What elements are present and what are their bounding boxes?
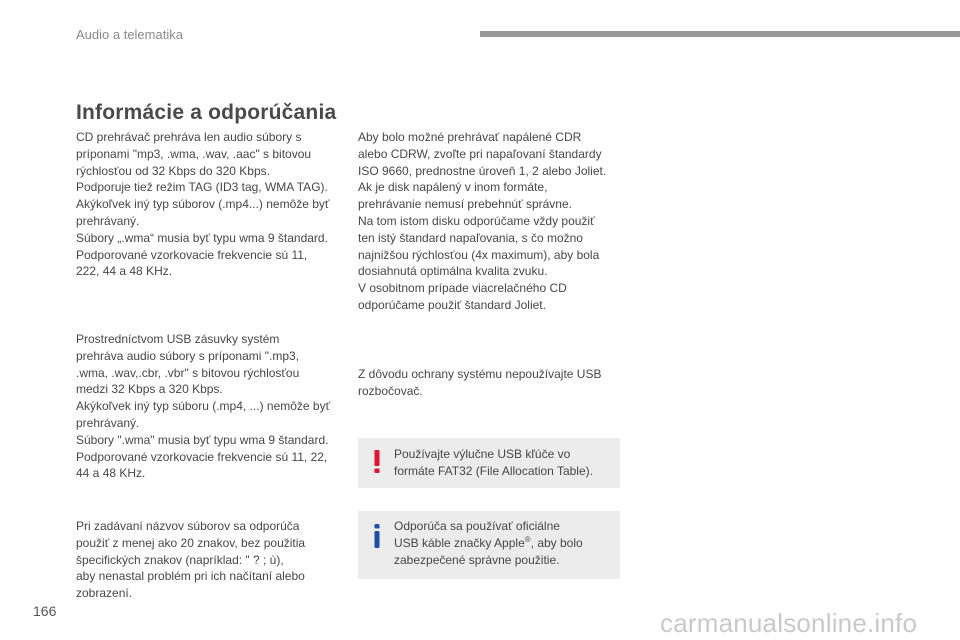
text-line: alebo CDRW, zvoľte pri napaľovaní štandardy	[358, 146, 602, 161]
text-line: zabezpečené správne použitie.	[394, 552, 560, 567]
text-line: odporúčame použiť štandard Joliet.	[358, 297, 546, 312]
warning-text	[394, 446, 593, 480]
text-line: najnižšou rýchlosťou (4x maximum), aby bola	[358, 247, 600, 262]
exclamation-icon	[370, 448, 384, 474]
info-text	[394, 518, 583, 568]
text-line: .wma, .wav,.cbr, .vbr" s bitovou rýchlosťou	[76, 365, 300, 380]
usb-hub-paragraph	[358, 366, 601, 400]
text-line: Prostredníctvom USB zásuvky systém	[76, 332, 280, 346]
cdr-paragraph	[358, 129, 606, 314]
text-line: použiť z menej ako 20 znakov, bez použitia	[76, 535, 306, 550]
filename-paragraph	[76, 518, 305, 602]
text-line: rozbočovač.	[358, 383, 423, 398]
info-callout	[358, 511, 620, 579]
text-fragment: , aby bolo	[530, 535, 583, 550]
text-line: ten istý štandard napaľovania, s čo možno	[358, 230, 583, 245]
text-line: prehráva audio súbory s príponami ".mp3,	[76, 348, 300, 363]
text-line: prehrávaný.	[76, 415, 140, 430]
text-line	[394, 535, 583, 552]
text-line: prehrávaný.	[76, 213, 140, 228]
text-line: Ak je disk napálený v inom formáte,	[358, 180, 548, 195]
text-line: Podporuje tiež režim TAG (ID3 tag, WMA TAG).	[76, 180, 328, 195]
text-line: Akýkoľvek iný typ súborov (.mp4...) nemôže byť	[76, 197, 330, 212]
watermark: carmanualsonline.info	[660, 608, 918, 638]
text-line: Súbory „.wma“ musia byť typu wma 9 štandard.	[76, 230, 328, 245]
text-line: ISO 9660, prednostne úroveň 1, 2 alebo Joliet.	[358, 163, 607, 178]
text-line: Na tom istom disku odporúčame vždy použiť	[358, 213, 595, 228]
usb-playback-paragraph	[76, 331, 330, 482]
section-title: Audio a telematika	[76, 27, 183, 42]
info-icon	[370, 523, 384, 549]
text-line: Odporúča sa používať oficiálne	[394, 519, 560, 533]
cd-player-paragraph	[76, 129, 329, 280]
text-line: príponami "mp3, .wma, .wav, .aac" s bitovou	[76, 146, 312, 161]
text-line: Súbory ".wma" musia byť typu wma 9 štandard.	[76, 432, 329, 447]
warning-callout	[358, 438, 620, 488]
page-title: Informácie a odporúčania	[76, 101, 337, 124]
text-line: Aby bolo možné prehrávať napálené CDR	[358, 130, 582, 144]
text-line: Z dôvodu ochrany systému nepoužívajte USB	[358, 367, 602, 381]
text-line: prehrávanie nemusí prebehnúť správne.	[358, 197, 572, 212]
header-bar	[480, 31, 960, 37]
text-line: aby nenastal problém pri ich načítaní alebo	[76, 569, 305, 584]
text-line: špecifických znakov (napríklad: " ? ; ù),	[76, 552, 284, 567]
text-line: formáte FAT32 (File Allocation Table).	[394, 463, 593, 478]
text-line: rýchlosťou od 32 Kbps do 320 Kbps.	[76, 163, 270, 178]
text-line: medzi 32 Kbps a 320 Kbps.	[76, 382, 223, 397]
text-line: dosiahnutá optimálna kvalita zvuku.	[358, 264, 548, 279]
text-line: Podporované vzorkovacie frekvencie sú 11, 22,	[76, 449, 328, 464]
text-line: 44 a 48 KHz.	[76, 466, 146, 481]
text-fragment: USB káble značky Apple	[394, 535, 525, 550]
text-line: Akýkoľvek iný typ súboru (.mp4, ...) nemôže byť	[76, 399, 331, 414]
registered-mark: ®	[524, 534, 531, 544]
text-line: Pri zadávaní názvov súborov sa odporúča	[76, 519, 300, 533]
text-line: V osobitnom prípade viacrelačného CD	[358, 281, 567, 296]
page-number: 166	[33, 603, 57, 619]
text-line: 222, 44 a 48 KHz.	[76, 264, 173, 279]
text-line: Používajte výlučne USB kľúče vo	[394, 447, 571, 461]
text-line: CD prehrávač prehráva len audio súbory s	[76, 130, 302, 144]
text-line: Podporované vzorkovacie frekvencie sú 11,	[76, 247, 308, 262]
text-line: zobrazení.	[76, 586, 133, 601]
